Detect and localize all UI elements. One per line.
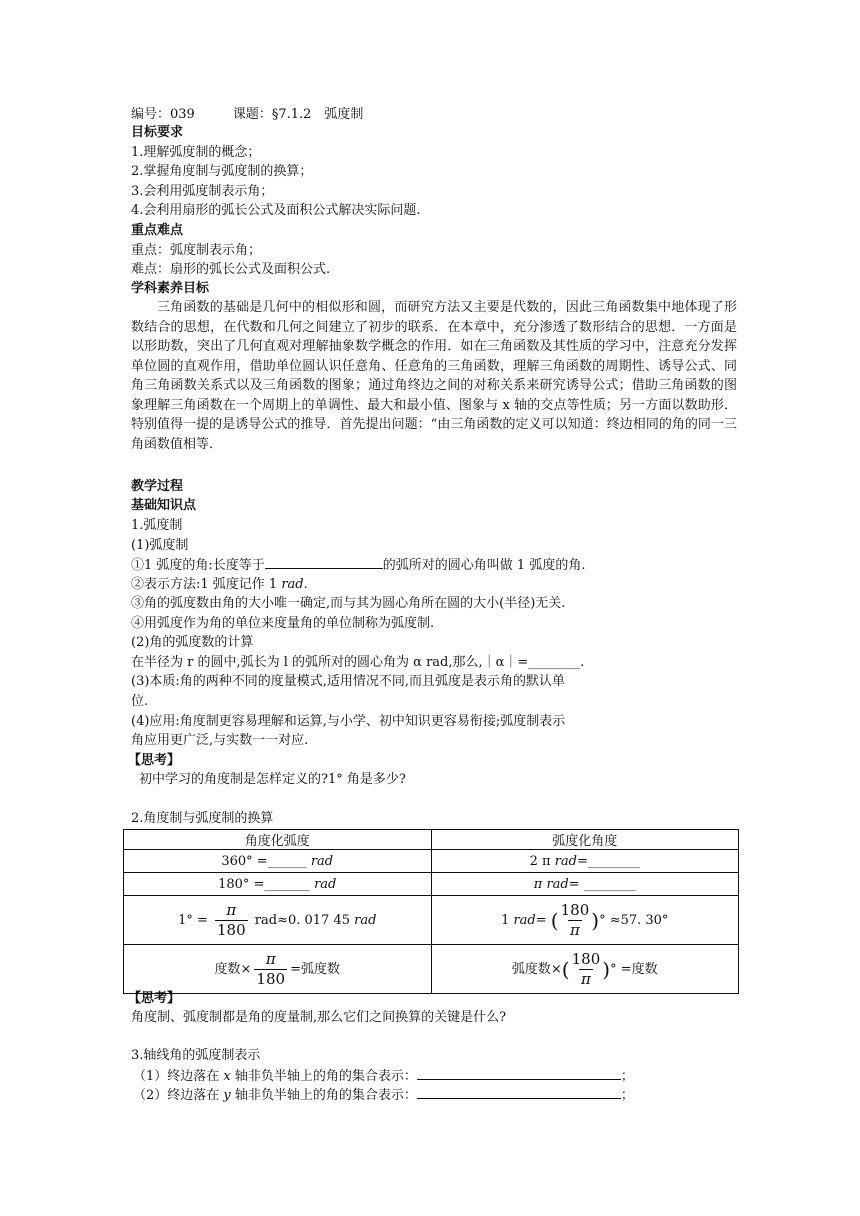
cell-text: 2 π bbox=[529, 853, 555, 869]
cell-text: 360° =______ bbox=[221, 853, 307, 869]
denominator: π bbox=[570, 920, 580, 939]
cell-2pi bbox=[431, 850, 739, 873]
basics-heading: 基础知识点 bbox=[131, 498, 197, 513]
header-degree-to-radian: 角度化弧度 bbox=[124, 830, 432, 850]
cell-pi bbox=[431, 873, 739, 896]
goal-item: 1.理解弧度制的概念； bbox=[131, 145, 261, 160]
nature-line-1: (3)本质:角的两种不同的度量模式,适用情况不同,而且弧度是表示角的默认单 bbox=[131, 674, 566, 689]
right-paren: ) bbox=[602, 957, 611, 981]
section-3-title: 3.轴线角的弧度制表示 bbox=[131, 1048, 261, 1063]
cell-degree-formula bbox=[124, 945, 432, 994]
numerator: π bbox=[265, 949, 276, 968]
denominator: 180 bbox=[217, 920, 246, 939]
denominator: 180 bbox=[256, 969, 286, 988]
literacy-paragraph: 三角函数的基础是几何中的相似形和圆，而研究方法又主要是代数的，因此三角函数集中地体现了形数结合的思想，在代数和几何之间建立了初步的联系．在本章中，充分渗透了数形结合的思想．一方面是以形助数，突出了几何直观对理解抽象数学概念的作用．如在三角函数及其性质的学习中，注意充分发挥单位圆的直观作用，借助单位圆认识任意角、任意角的三角函数，理解三角函数的周期性、诱导公式、同角三角函数关系式以及三角函数的图象；通过角终边之间的对称关系来研究诱导公式；借助三角函数的图象理解三角函数在一个周期上的单调性、最大和最小值、图象与 x 轴的交点等性质；另一方面以数助形．特别值得一提的是诱导公式的推导．首先提出问题：“由三角函数的定义可以知道：终边相同的角的同一三角函数值相等． bbox=[131, 300, 737, 452]
cell-text: rad= ________ bbox=[546, 876, 636, 892]
difficulty-heading: 重点难点 bbox=[131, 223, 184, 238]
numerator: 180 bbox=[571, 949, 601, 968]
radian-uniqueness: ③角的弧度数由角的大小唯一确定,而与其为圆心角所在圆的大小(半径)无关. bbox=[131, 596, 566, 611]
lesson-topic: 课题：§7.1.2 弧度制 bbox=[232, 107, 364, 122]
fraction bbox=[570, 950, 603, 989]
cell-180 bbox=[124, 873, 432, 896]
think-question-2: 角度制、弧度制都是角的度量制,那么它们之间换算的关键是什么? bbox=[131, 1010, 507, 1025]
radian-definition bbox=[131, 556, 585, 574]
section-1-sub1: (1)弧度制 bbox=[131, 538, 189, 553]
semicolon: ； bbox=[620, 1069, 634, 1084]
right-paren: ) bbox=[591, 908, 600, 932]
fraction bbox=[215, 901, 248, 940]
var-y: y bbox=[223, 1088, 231, 1103]
cell-text: 度数× bbox=[214, 961, 252, 977]
goal-item: 4.会利用扇形的弧长公式及面积公式解决实际问题. bbox=[131, 203, 421, 218]
goals-heading: 目标要求 bbox=[131, 125, 184, 140]
table-row bbox=[124, 945, 739, 994]
notation-text: ②表示方法:1 弧度记作 1 bbox=[131, 577, 282, 592]
table-row bbox=[124, 873, 739, 896]
cell-text: 弧度数× bbox=[511, 961, 562, 977]
item-text: 轴非负半轴上的角的集合表示： bbox=[230, 1088, 417, 1103]
denominator: π bbox=[581, 969, 591, 988]
fill-blank bbox=[417, 1067, 621, 1080]
table-row bbox=[124, 850, 739, 873]
item-text: （2）终边落在 bbox=[133, 1088, 224, 1103]
header-line bbox=[131, 106, 363, 123]
axis-item-x bbox=[133, 1067, 634, 1085]
cell-text: 180° =_______ bbox=[218, 876, 310, 892]
numerator: π bbox=[226, 900, 237, 919]
process-heading: 教学过程 bbox=[131, 479, 184, 494]
cell-text: rad=________ bbox=[554, 853, 640, 869]
think-heading-1: 【思考】 bbox=[128, 753, 181, 768]
conversion-table bbox=[123, 829, 739, 994]
semicolon: ； bbox=[620, 1088, 634, 1103]
radian-system: ④用弧度作为角的单位来度量角的单位制称为弧度制. bbox=[131, 616, 435, 631]
table-row bbox=[124, 896, 739, 945]
var-x: x bbox=[223, 1069, 231, 1084]
goal-item: 3.会利用弧度制表示角； bbox=[131, 184, 274, 199]
think-question-1: 初中学习的角度制是怎样定义的?1° 角是多少? bbox=[139, 772, 406, 787]
rad-unit: rad bbox=[354, 912, 377, 928]
cell-one-degree bbox=[124, 896, 432, 945]
hard-point: 难点：扇形的弧长公式及面积公式. bbox=[131, 262, 331, 277]
definition-text-b: 的弧所对的圆心角叫做 1 弧度的角. bbox=[382, 558, 586, 573]
cell-text: ° ≈57. 30° bbox=[599, 912, 669, 928]
rad-unit: rad bbox=[310, 853, 334, 869]
left-paren: ( bbox=[561, 957, 570, 981]
radian-notation bbox=[131, 576, 308, 593]
cell-text: ° =度数 bbox=[610, 961, 658, 977]
item-text: （1）终边落在 bbox=[133, 1069, 224, 1084]
left-paren: ( bbox=[550, 908, 559, 932]
rad-unit: rad. bbox=[281, 577, 308, 592]
section-1-sub2: (2)角的弧度数的计算 bbox=[131, 635, 254, 650]
section-2-title: 2.角度制与弧度制的换算 bbox=[131, 811, 274, 826]
radian-calc: 在半径为 r 的圆中,弧长为 l 的弧所对的圆心角为 α rad,那么,｜α｜=________. bbox=[131, 655, 585, 670]
cell-360 bbox=[124, 850, 432, 873]
nature-line-2: 位. bbox=[131, 694, 149, 709]
cell-text: π bbox=[533, 876, 547, 892]
cell-radian-formula bbox=[431, 945, 739, 994]
section-1-title: 1.弧度制 bbox=[131, 518, 183, 533]
header-radian-to-degree: 弧度化角度 bbox=[431, 830, 739, 850]
cell-text: rad≈0. 017 45 bbox=[254, 912, 350, 928]
fill-blank bbox=[417, 1086, 621, 1099]
application-line-2: 角应用更广泛,与实数一一对应. bbox=[131, 733, 309, 748]
axis-item-y bbox=[133, 1086, 634, 1104]
cell-text: rad= bbox=[513, 912, 547, 928]
goal-item: 2.掌握角度制与弧度制的换算； bbox=[131, 164, 313, 179]
table-header-row bbox=[124, 830, 739, 850]
definition-text-a: ①1 弧度的角:长度等于 bbox=[131, 558, 265, 573]
cell-one-radian bbox=[431, 896, 739, 945]
cell-text: =弧度数 bbox=[290, 961, 340, 977]
rad-unit: rad bbox=[314, 876, 337, 892]
key-point: 重点：弧度制表示角； bbox=[131, 243, 262, 258]
cell-text: 1° = bbox=[178, 912, 208, 928]
application-line-1: (4)应用:角度制更容易理解和运算,与小学、初中知识更容易衔接;弧度制表示 bbox=[131, 714, 566, 729]
lesson-number: 编号：039 bbox=[131, 107, 195, 122]
think-heading-2: 【思考】 bbox=[128, 991, 181, 1006]
fraction bbox=[559, 901, 592, 940]
literacy-heading: 学科素养目标 bbox=[131, 281, 210, 296]
fraction bbox=[254, 950, 287, 989]
numerator: 180 bbox=[560, 900, 590, 919]
cell-text: 1 bbox=[501, 912, 514, 928]
fill-blank bbox=[265, 556, 383, 569]
item-text: 轴非负半轴上的角的集合表示： bbox=[230, 1069, 417, 1084]
